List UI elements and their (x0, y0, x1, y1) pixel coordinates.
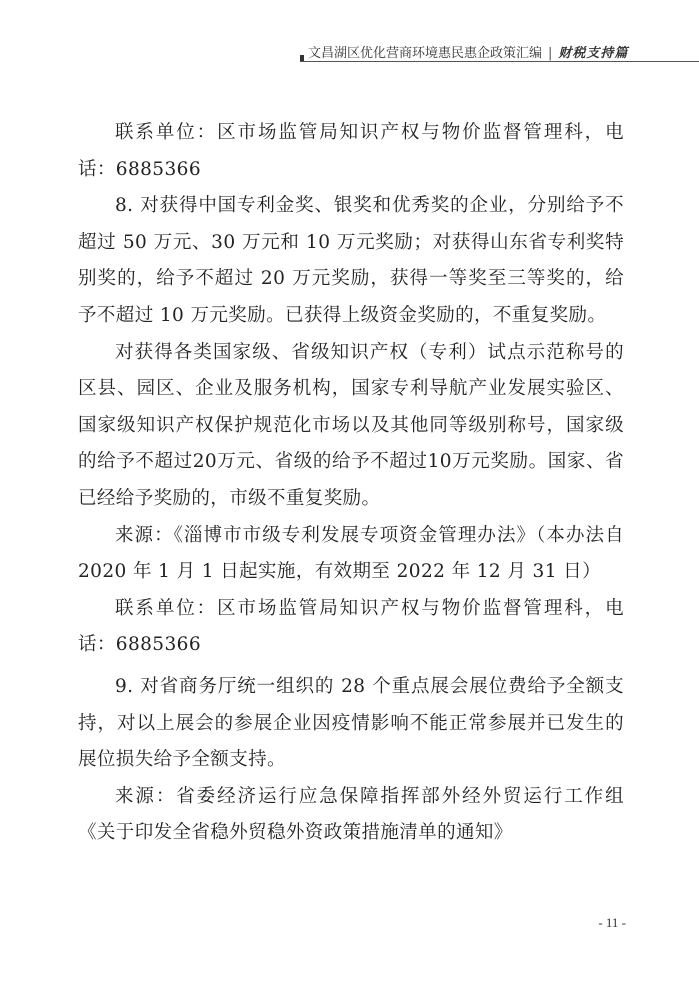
header-text (308, 42, 632, 61)
source-paragraph: 来源：省委经济运行应急保障指挥部外经外贸运行工作组《关于印发全省稳外贸稳外资政策措施清单的通知》 (78, 785, 624, 844)
policy-item-8: 8. 对获得中国专利金奖、银奖和优秀奖的企业，分别给予不超过 50 万元、30 万元和 10 万元奖励；对获得山东省专利奖特别奖的，给予不超过 20 万元奖励，获得一等奖至三等奖的，给予不超过 10 万元奖励。已获得上级资金奖励的，不重复奖励。 (78, 195, 624, 326)
page-number: - 11 - (598, 915, 626, 930)
policy-item-9: 9. 对省商务厅统一组织的 28 个重点展会展位费给予全额支持，对以上展会的参展企业因疫情影响不能正常参展并已发生的展位损失给予全额支持。 (78, 675, 624, 771)
source-paragraph: 来源：《淄博市市级专利发展专项资金管理办法》（本办法自 2020 年 1 月 1 日起实施，有效期至 2022 年 12 月 31 日） (78, 524, 624, 583)
contact-paragraph: 联系单位：区市场监管局知识产权与物价监督管理科，电话：6885366 (78, 597, 624, 656)
header-rule (300, 61, 699, 62)
header-book-title: 文昌湖区优化营商环境惠民惠企政策汇编 (308, 46, 543, 61)
header-separator: | (548, 46, 553, 61)
contact-paragraph: 联系单位：区市场监管局知识产权与物价监督管理科，电话：6885366 (78, 122, 624, 180)
header-marker (300, 55, 304, 61)
header-section-title: 财税支持篇 (558, 46, 629, 61)
page-body (78, 115, 624, 852)
running-header (300, 42, 699, 66)
policy-item-8-supplement: 对获得各类国家级、省级知识产权（专利）试点示范称号的区县、园区、企业及服务机构，国家专利导航产业发展实验区、国家级知识产权保护规范化市场以及其他同等级别称号，国家级的给予不超过20万元、省级的给予不超过10万元奖励。国家、省已经给予奖励的，市级不重复奖励。 (78, 341, 624, 509)
